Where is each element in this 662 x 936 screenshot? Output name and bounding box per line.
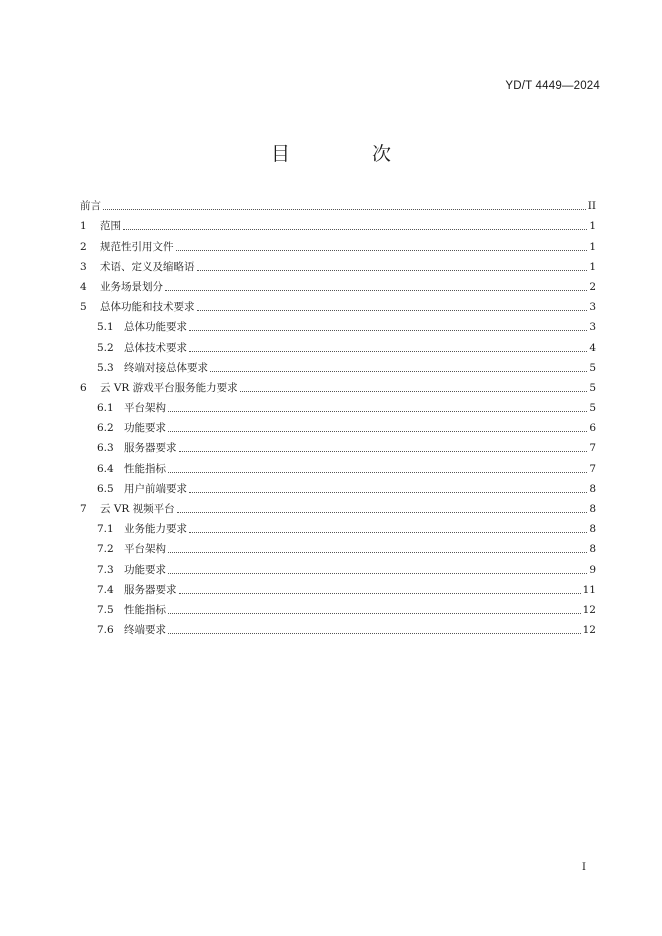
toc-entry-label: 平台架构 <box>124 543 166 556</box>
toc-entry[interactable] <box>80 499 596 519</box>
toc-entry-page: 2 <box>589 280 596 293</box>
toc-entry-number: 2 <box>80 240 87 253</box>
toc-entry-page: 3 <box>589 301 596 314</box>
toc-entry-number: 3 <box>80 260 87 273</box>
toc-leader-dots <box>197 310 588 311</box>
toc-entry-page: 3 <box>589 321 596 334</box>
toc-leader-dots <box>168 613 581 614</box>
toc-entry-page: 8 <box>589 543 596 556</box>
toc-entry-page: 5 <box>589 381 596 394</box>
toc-entry-number: 7.6 <box>97 624 114 637</box>
toc-entry[interactable] <box>80 297 596 317</box>
toc-leader-dots <box>123 229 587 230</box>
toc-leader-dots <box>168 552 587 553</box>
toc-leader-dots <box>189 351 587 352</box>
toc-entry[interactable] <box>80 277 596 297</box>
toc-entry-page: 5 <box>589 361 596 374</box>
toc-entry[interactable] <box>80 398 596 418</box>
toc-entry-number: 6.1 <box>97 402 114 415</box>
toc-entry-number: 6.5 <box>97 482 114 495</box>
toc-entry-label: 平台架构 <box>124 402 166 415</box>
toc-entry-label: 终端要求 <box>124 624 166 637</box>
toc-entry-number: 1 <box>80 220 87 233</box>
toc-leader-dots <box>176 250 588 251</box>
toc-entry-number: 6.4 <box>97 462 114 475</box>
toc-entry-label: 性能指标 <box>124 462 166 475</box>
toc-entry-number: 5.2 <box>97 341 114 354</box>
toc-entry[interactable] <box>80 418 596 438</box>
toc-entry[interactable] <box>80 216 596 236</box>
toc-entry-page: 1 <box>589 220 596 233</box>
toc-entry-label: 总体功能要求 <box>124 321 187 334</box>
page-title: 目 次 <box>270 143 430 165</box>
toc-entry[interactable] <box>80 358 596 378</box>
toc-entry-page: 9 <box>589 563 596 576</box>
toc-leader-dots <box>103 209 586 210</box>
toc-entry-label: 范围 <box>100 220 121 233</box>
toc-leader-dots <box>197 270 588 271</box>
toc-leader-dots <box>210 371 587 372</box>
toc-entry-label: 总体功能和技术要求 <box>100 301 195 314</box>
toc-entry-label: 业务能力要求 <box>124 523 187 536</box>
toc-leader-dots <box>179 593 581 594</box>
toc-entry-label: 总体技术要求 <box>124 341 187 354</box>
toc-entry[interactable] <box>80 257 596 277</box>
toc-leader-dots <box>179 451 588 452</box>
toc-entry[interactable] <box>80 620 596 640</box>
toc-entry-page: 1 <box>589 260 596 273</box>
toc-entry[interactable] <box>80 559 596 579</box>
toc-leader-dots <box>168 411 587 412</box>
toc-entry-label: 云 VR 游戏平台服务能力要求 <box>100 381 238 394</box>
toc-entry-page: 6 <box>589 422 596 435</box>
toc-entry-label: 功能要求 <box>124 422 166 435</box>
page-number: I <box>582 862 586 873</box>
toc-entry-page: 7 <box>589 462 596 475</box>
toc-entry-page: 12 <box>582 624 596 637</box>
toc-entry[interactable] <box>80 458 596 478</box>
toc-entry-number: 5.3 <box>97 361 114 374</box>
toc-entry-label: 终端对接总体要求 <box>124 361 208 374</box>
toc-entry-page: 4 <box>589 341 596 354</box>
toc-entry-page: 8 <box>589 503 596 515</box>
toc-entry[interactable] <box>80 196 596 216</box>
toc-entry-number: 7.4 <box>97 583 114 596</box>
toc-entry-number: 6.2 <box>97 422 114 435</box>
toc-leader-dots <box>189 492 587 493</box>
toc-entry-label: 术语、定义及缩略语 <box>100 260 195 273</box>
toc-leader-dots <box>168 431 587 432</box>
toc-entry[interactable] <box>80 479 596 499</box>
toc-leader-dots <box>168 573 587 574</box>
toc-entry-page: 5 <box>589 402 596 415</box>
toc-entry-label: 规范性引用文件 <box>100 240 174 253</box>
document-id: YD/T 4449—2024 <box>505 80 600 92</box>
toc-entry-label: 前言 <box>80 200 101 213</box>
toc-entry-number: 5.1 <box>97 321 114 334</box>
toc-entry[interactable] <box>80 378 596 398</box>
toc-entry-number: 5 <box>80 301 87 314</box>
toc-entry-page: II <box>587 200 596 213</box>
toc-entry-label: 云 VR 视频平台 <box>100 503 175 515</box>
toc-leader-dots <box>168 472 587 473</box>
toc-entry[interactable] <box>80 438 596 458</box>
table-of-contents <box>80 196 596 640</box>
toc-entry[interactable] <box>80 580 596 600</box>
toc-entry-number: 4 <box>80 280 87 293</box>
toc-entry-number: 6.3 <box>97 442 114 455</box>
toc-entry-number: 7.2 <box>97 543 114 556</box>
toc-entry-number: 6 <box>80 381 87 394</box>
toc-entry-label: 服务器要求 <box>124 583 177 596</box>
toc-entry[interactable] <box>80 600 596 620</box>
toc-entry-page: 1 <box>589 240 596 253</box>
toc-entry[interactable] <box>80 317 596 337</box>
toc-entry-label: 业务场景划分 <box>100 280 163 293</box>
toc-entry[interactable] <box>80 337 596 357</box>
toc-leader-dots <box>189 532 587 533</box>
toc-entry-page: 8 <box>589 523 596 536</box>
toc-entry[interactable] <box>80 519 596 539</box>
toc-entry[interactable] <box>80 236 596 256</box>
toc-entry-page: 11 <box>582 583 596 596</box>
toc-entry-label: 性能指标 <box>124 603 166 616</box>
toc-leader-dots <box>165 290 587 291</box>
toc-entry-page: 8 <box>589 482 596 495</box>
toc-entry[interactable] <box>80 539 596 559</box>
toc-entry-number: 7 <box>80 503 87 515</box>
toc-entry-label: 功能要求 <box>124 563 166 576</box>
toc-entry-page: 7 <box>589 442 596 455</box>
toc-entry-label: 服务器要求 <box>124 442 177 455</box>
toc-entry-number: 7.3 <box>97 563 114 576</box>
toc-leader-dots <box>177 512 588 513</box>
toc-entry-page: 12 <box>582 603 596 616</box>
toc-leader-dots <box>240 391 588 392</box>
toc-entry-label: 用户前端要求 <box>124 482 187 495</box>
toc-leader-dots <box>189 330 587 331</box>
toc-entry-number: 7.5 <box>97 603 114 616</box>
toc-entry-number: 7.1 <box>97 523 114 536</box>
toc-leader-dots <box>168 633 581 634</box>
